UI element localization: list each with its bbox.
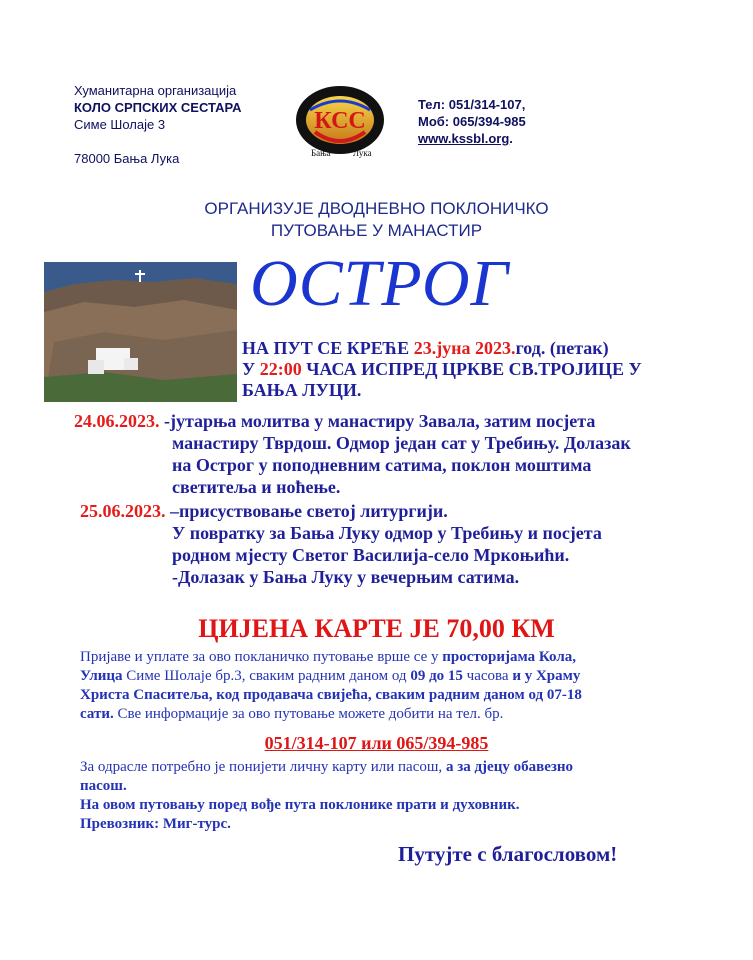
- ticket-price: ЦИЈЕНА КАРТЕ ЈЕ 70,00 КМ: [198, 614, 555, 643]
- info-p1: Пријаве и уплате за ово покланичко путовање врше се у: [80, 649, 443, 665]
- day-2-line-1: –присуствовање светој литургији.: [165, 501, 448, 521]
- website-link[interactable]: www.kssbl.org: [418, 131, 510, 146]
- depart-text-d: ЧАСА ИСПРЕД ЦРКВЕ СВ.ТРОЈИЦЕ У: [301, 359, 642, 379]
- day-1-line-1: -јутарња молитва у манастиру Завала, затим посјета: [159, 411, 596, 431]
- contact-block: [418, 96, 526, 147]
- info-p4: Све информације за ово путовање можете добити на тел. бр.: [113, 706, 504, 722]
- day-1-line-2: манастиру Тврдош. Одмор један сат у Требињу. Долазак: [172, 433, 631, 453]
- monastery-photo: [44, 262, 237, 402]
- org-type: Хуманитарна организација: [74, 83, 237, 98]
- org-name: КОЛО СРПСКИХ СЕСТАРА: [74, 100, 242, 115]
- info-p3-bold: Христа Спаситеља, код продавача свијећа, сваким радним даном од 07-18: [80, 687, 582, 703]
- telephone: Тел: 051/314-107,: [418, 97, 526, 112]
- website-suffix: .: [509, 131, 513, 146]
- registration-info: [80, 648, 720, 724]
- logo-text: КСС: [314, 108, 366, 134]
- depart-text-b: год. (петак): [515, 338, 609, 358]
- depart-text-a: НА ПУТ СЕ КРЕЋЕ: [242, 338, 414, 358]
- depart-time: 22:00: [259, 359, 302, 379]
- day-1-date: 24.06.2023.: [74, 411, 160, 431]
- depart-text-c: У: [242, 359, 260, 379]
- kss-logo: [285, 80, 395, 160]
- info-p2-bold: Улица: [80, 668, 123, 684]
- day-2-line-3: родном мјесту Светог Василија-село Мркоњићи.: [172, 545, 570, 565]
- depart-text-e: БАЊА ЛУЦИ.: [242, 380, 362, 400]
- organization-address: [74, 82, 241, 167]
- day-1-schedule: [74, 410, 734, 498]
- note-1: За одрасле потребно је понијети личну карту или пасош,: [80, 759, 446, 775]
- day-2-line-4: -Долазак у Бања Луку у вечерњим сатима.: [172, 567, 520, 587]
- info-p2e: и у Храму: [512, 668, 581, 684]
- org-street: Симе Шолаје 3: [74, 117, 166, 132]
- info-p2d: часова: [462, 668, 513, 684]
- depart-date: 23.јуна 2023.: [413, 338, 516, 358]
- day-2-line-2: У повратку за Бања Луку одмор у Требињу и посјета: [172, 523, 602, 543]
- logo-ring-left: Бања: [311, 148, 331, 158]
- headline-line-2: ПУТОВАЊЕ У МАНАСТИР: [270, 221, 483, 240]
- org-city: 78000 Бања Лука: [74, 151, 180, 166]
- note-3: Превозник: Миг-турс.: [80, 816, 231, 832]
- headline-line-1: ОРГАНИЗУЈЕ ДВОДНЕВНО ПОКЛОНИЧКО: [204, 199, 549, 218]
- note-2: На овом путовању поред вође пута поклонике прати и духовник.: [80, 797, 520, 813]
- note-1-bold: а за дјецу обавезно: [445, 759, 574, 775]
- day-2-schedule: [80, 500, 740, 588]
- day-1-line-4: светитеља и ноћење.: [172, 477, 341, 497]
- day-1-line-3: на Острог у поподневним сатима, поклон моштима: [172, 455, 592, 475]
- info-p2: Симе Шолаје бр.3, сваким радним даном од: [122, 668, 411, 684]
- info-hours: 09 до 15: [410, 668, 463, 684]
- info-p1-bold: просторијама Кола,: [442, 649, 576, 665]
- mobile: Моб: 065/394-985: [418, 114, 526, 129]
- phone-numbers: 051/314-107 или 065/394-985: [264, 733, 489, 753]
- blessing-text: Путујте с благословом!: [398, 842, 618, 866]
- day-2-date: 25.06.2023.: [80, 501, 166, 521]
- departure-info: [242, 338, 722, 401]
- info-p4-bold: сати.: [80, 706, 114, 722]
- page-title: ОСТРОГ: [250, 247, 510, 320]
- note-1-cont: пасош.: [80, 778, 127, 794]
- logo-ring-right: Лука: [353, 148, 372, 158]
- travel-notes: [80, 758, 720, 834]
